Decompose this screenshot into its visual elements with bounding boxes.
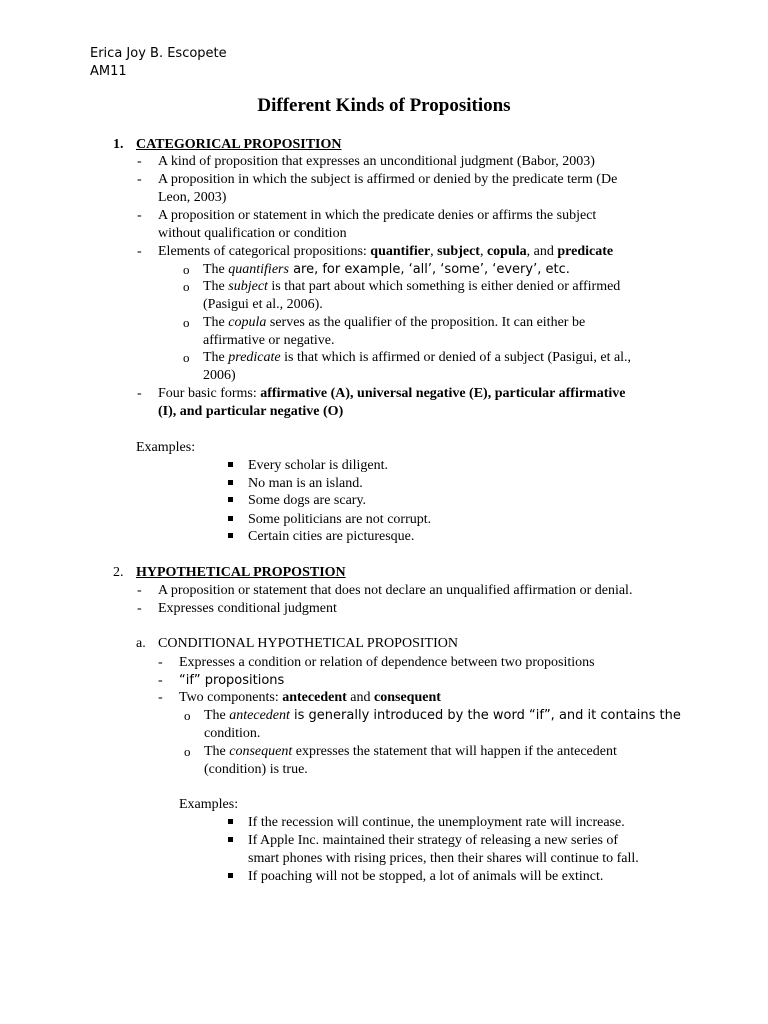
square-bullet — [228, 516, 233, 521]
square-bullet — [228, 837, 233, 842]
sub-bullet-circle: o — [183, 279, 190, 294]
section-1-bullet-3-line-1: A proposition or statement in which the predicate denies or affirms the subject — [158, 208, 597, 223]
sub-bullet-antecedent-line-2: condition. — [204, 726, 261, 741]
example-item-line-2: smart phones with rising prices, then their shares will continue to fall. — [248, 851, 639, 866]
example-item-line-1: If Apple Inc. maintained their strategy of releasing a new series of — [248, 833, 619, 848]
author-name: Erica Joy B. Escopete — [90, 46, 227, 61]
sub-bullet-antecedent-line-1: The antecedent is generally introduced by the word “if”, and it contains the — [204, 708, 681, 723]
examples-label: Examples: — [136, 440, 196, 455]
subsection-a-bullet-1: Expresses a condition or relation of dependence between two propositions — [179, 655, 595, 670]
bullet-dash: - — [158, 690, 163, 705]
subsection-a-heading: CONDITIONAL HYPOTHETICAL PROPOSITION — [158, 636, 458, 651]
section-1-bullet-2-line-1: A proposition in which the subject is affirmed or denied by the predicate term (De — [158, 172, 618, 187]
section-2-number: 2. — [113, 565, 124, 580]
example-item: Certain cities are picturesque. — [248, 529, 415, 544]
sub-bullet-consequent-line-2: (condition) is true. — [204, 762, 308, 777]
example-item: Every scholar is diligent. — [248, 458, 388, 473]
bullet-dash: - — [137, 208, 142, 223]
subsection-a-label: a. — [136, 636, 146, 651]
sub-bullet-predicate-line-1: The predicate is that which is affirmed or denied of a subject (Pasigui, et al., — [203, 350, 632, 365]
sub-bullet-predicate-line-2: 2006) — [203, 368, 236, 383]
sub-bullet-copula-line-1: The copula serves as the qualifier of the proposition. It can either be — [203, 315, 586, 330]
sub-bullet-quantifiers: The quantifiers are, for example, ‘all’, ‘some’, ‘every’, etc. — [203, 262, 570, 277]
section-1-bullet-2-line-2: Leon, 2003) — [158, 190, 227, 205]
subsection-a-bullet-3: Two components: antecedent and consequent — [179, 690, 441, 705]
sub-bullet-copula-line-2: affirmative or negative. — [203, 333, 335, 348]
section-1-bullet-5-line-1: Four basic forms: affirmative (A), universal negative (E), particular affirmative — [158, 386, 626, 401]
section-1-bullet-5-line-2: (I), and particular negative (O) — [158, 404, 344, 419]
bullet-dash: - — [137, 386, 142, 401]
subsection-a-bullet-2: “if” propositions — [179, 673, 285, 688]
bullet-dash: - — [137, 583, 142, 598]
sub-bullet-circle: o — [183, 350, 190, 365]
square-bullet — [228, 480, 233, 485]
example-item: If poaching will not be stopped, a lot of animals will be extinct. — [248, 869, 604, 884]
section-2-heading: HYPOTHETICAL PROPOSTION — [136, 565, 346, 580]
section-2-bullet-1: A proposition or statement that does not declare an unqualified affirmation or denial. — [158, 583, 633, 598]
section-1-number: 1. — [113, 137, 124, 152]
square-bullet — [228, 497, 233, 502]
section-1-bullet-4: Elements of categorical propositions: quantifier, subject, copula, and predicate — [158, 244, 614, 259]
sub-bullet-circle: o — [183, 315, 190, 330]
section-1-bullet-3-line-2: without qualification or condition — [158, 226, 347, 241]
page-title: Different Kinds of Propositions — [257, 95, 511, 116]
example-item: No man is an island. — [248, 476, 363, 491]
bullet-dash: - — [137, 154, 142, 169]
sub-bullet-subject-line-2: (Pasigui et al., 2006). — [203, 297, 323, 312]
sub-bullet-circle: o — [183, 262, 190, 277]
square-bullet — [228, 462, 233, 467]
bullet-dash: - — [158, 655, 163, 670]
bullet-dash: - — [158, 673, 163, 688]
square-bullet — [228, 819, 233, 824]
sub-bullet-circle: o — [184, 744, 191, 759]
section-2-bullet-2: Expresses conditional judgment — [158, 601, 337, 616]
square-bullet — [228, 873, 233, 878]
square-bullet — [228, 533, 233, 538]
bullet-dash: - — [137, 601, 142, 616]
bullet-dash: - — [137, 172, 142, 187]
sub-bullet-consequent-line-1: The consequent expresses the statement that will happen if the antecedent — [204, 744, 617, 759]
class-section: AM11 — [90, 64, 127, 79]
example-item: Some politicians are not corrupt. — [248, 512, 432, 527]
example-item: Some dogs are scary. — [248, 493, 367, 508]
example-item: If the recession will continue, the unemployment rate will increase. — [248, 815, 625, 830]
examples-label: Examples: — [179, 797, 239, 812]
sub-bullet-subject-line-1: The subject is that part about which something is either denied or affirmed — [203, 279, 621, 294]
bullet-dash: - — [137, 244, 142, 259]
sub-bullet-circle: o — [184, 708, 191, 723]
section-1-heading: CATEGORICAL PROPOSITION — [136, 137, 342, 152]
section-1-bullet-1: A kind of proposition that expresses an unconditional judgment (Babor, 2003) — [158, 154, 595, 169]
